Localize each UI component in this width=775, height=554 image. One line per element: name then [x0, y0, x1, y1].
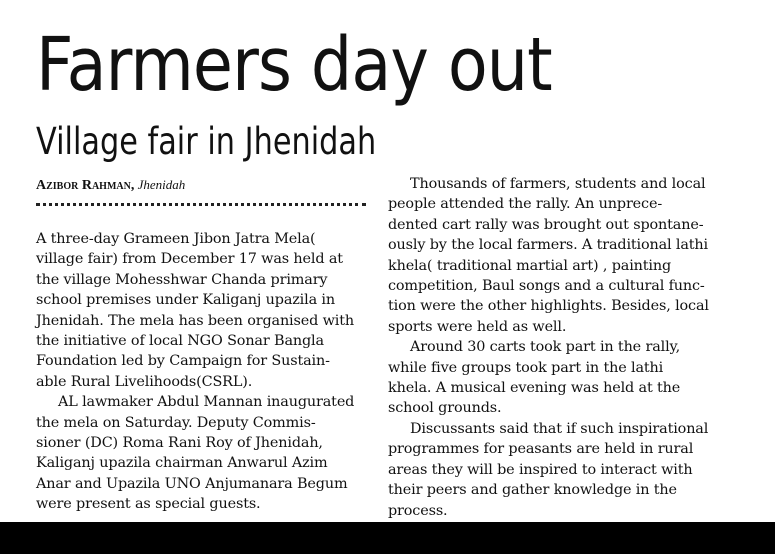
left-column: [36, 229, 371, 515]
left-paragraph-1: [36, 229, 371, 392]
text-line: school premises under Kaliganj upazila in: [36, 292, 336, 309]
byline-author: Azibor Rahman,: [36, 178, 135, 193]
text-line: sports were held as well.: [388, 318, 567, 335]
headline: Farmers day out: [36, 22, 552, 108]
text-line: khela. A musical evening was held at the: [388, 380, 681, 397]
text-line: while five groups took part in the lathi: [388, 359, 664, 376]
text-line: programmes for peasants are held in rural: [388, 441, 694, 458]
right-paragraph-1: [388, 174, 733, 337]
right-paragraph-3: [388, 419, 733, 521]
text-line: process.: [388, 502, 448, 519]
text-line: Thousands of farmers, students and local: [410, 176, 706, 192]
text-line: village fair) from December 17 was held at: [36, 251, 343, 268]
text-line: tion were the other highlights. Besides, local: [388, 298, 709, 315]
right-column: [388, 174, 733, 521]
text-line: Around 30 carts took part in the rally,: [410, 339, 681, 356]
text-line: AL lawmaker Abdul Mannan inaugurated: [58, 394, 355, 411]
text-line: Jhenidah. The mela has been organised with: [36, 312, 354, 329]
text-line: competition, Baul songs and a cultural func-: [388, 278, 705, 295]
text-line: A three-day Grameen Jibon Jatra Mela(: [36, 231, 316, 247]
text-line: Kaliganj upazila chairman Anwarul Azim: [36, 455, 328, 472]
text-line: Anar and Upazila UNO Anjumanara Begum: [36, 475, 348, 492]
bottom-black-bar: [0, 522, 775, 554]
subheadline: Village fair in Jhenidah: [36, 120, 377, 163]
text-line: were present as special guests.: [36, 496, 261, 513]
text-line: the mela on Saturday. Deputy Commis-: [36, 414, 316, 431]
text-line: dented cart rally was brought out spontane-: [388, 216, 704, 233]
text-line: the village Mohesshwar Chanda primary: [36, 271, 328, 288]
text-line: Foundation led by Campaign for Sustain-: [36, 353, 330, 370]
text-line: school grounds.: [388, 400, 502, 417]
text-line: able Rural Livelihoods(CSRL).: [36, 373, 253, 390]
text-line: the initiative of local NGO Sonar Bangla: [36, 333, 324, 350]
text-line: sioner (DC) Roma Rani Roy of Jhenidah,: [36, 435, 323, 452]
text-line: Discussants said that if such inspirational: [410, 420, 709, 437]
text-line: people attended the rally. An unprece-: [388, 196, 663, 213]
byline: [36, 177, 185, 194]
text-line: khela( traditional martial art) , painting: [388, 257, 672, 274]
left-paragraph-2: [36, 392, 371, 514]
text-line: their peers and gather knowledge in the: [388, 482, 677, 499]
text-line: ously by the local farmers. A traditional lathi: [388, 237, 709, 254]
byline-location: Jhenidah: [137, 177, 186, 192]
dotted-divider: [36, 203, 366, 206]
right-paragraph-2: [388, 337, 733, 419]
text-line: areas they will be inspired to interact with: [388, 461, 693, 478]
